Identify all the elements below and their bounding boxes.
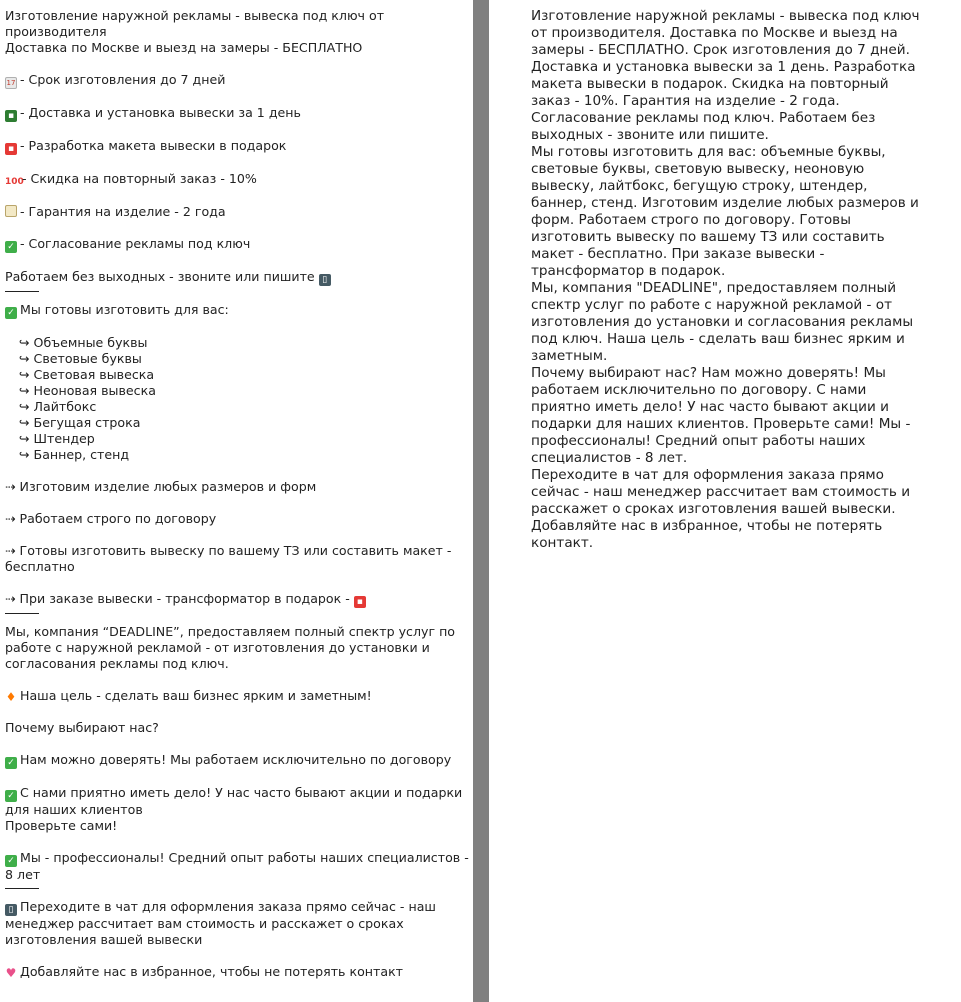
bullet-warranty: - Гарантия на изделие - 2 года <box>5 204 473 220</box>
check-mark-icon: ✓ <box>5 790 17 802</box>
ready-title: ✓ Мы готовы изготовить для вас: <box>5 302 473 319</box>
divider-line <box>5 613 39 624</box>
reason-line: ✓ Нам можно доверять! Мы работаем исключительно по договору <box>5 752 473 769</box>
why-line: Почему выбирают нас? <box>5 720 159 735</box>
gift-icon: ▪ <box>354 596 366 608</box>
divider-line <box>5 291 39 302</box>
original-text-panel <box>0 0 473 1002</box>
header-line-2: Доставка по Москве и выезд на замеры - БЕСПЛАТНО <box>5 40 363 55</box>
document-icon <box>5 205 17 217</box>
product-item: ↪ Неоновая вывеска <box>19 383 156 398</box>
product-item: ↪ Штендер <box>19 431 95 446</box>
bullet-mockup: ▪ - Разработка макета вывески в подарок <box>5 138 473 155</box>
product-item: ↪ Объемные буквы <box>19 335 148 350</box>
truck-icon: ▪ <box>5 110 17 122</box>
plain-text-panel <box>531 8 921 552</box>
bullet-delivery: ▪ - Доставка и установка вывески за 1 день <box>5 105 473 122</box>
heart-icon: ♥ <box>5 966 17 980</box>
mobile-phone-icon: ▯ <box>5 904 17 916</box>
check-mark-icon: ✓ <box>5 307 17 319</box>
header-line-1: Изготовление наружной рекламы - вывеска под ключ от производителя <box>5 8 389 39</box>
arrow-line-transformer: ⇢ При заказе вывески - трансформатор в подарок - ▪ <box>5 591 473 608</box>
product-item: ↪ Световые буквы <box>19 351 142 366</box>
product-item: ↪ Лайтбокс <box>19 399 97 414</box>
gift-icon: ▪ <box>5 143 17 155</box>
bullet-approval: ✓ - Согласование рекламы под ключ <box>5 236 473 253</box>
mobile-phone-icon: ▯ <box>319 274 331 286</box>
panel-divider <box>473 0 489 1002</box>
no-days-off-line: Работаем без выходных - звоните или пишите ▯ <box>5 269 473 286</box>
chat-paragraph: ▯ Переходите в чат для оформления заказа прямо сейчас - наш менеджер рассчитает вам стоимость и расскажет о сроках изготовления вашей вывески <box>5 899 440 947</box>
plain-text: Изготовление наружной рекламы - вывеска под ключ от производителя. Доставка по Москве и выезд на замеры - БЕСПЛАТНО. Срок изготовления до 7 дней. Доставка и установка вывески за 1 день. Разработка макета вывески в подарок. Скидка на повторный заказ - 10%. Гарантия на изделие - 2 года. Согласование рекламы под ключ. Работаем без выходных - звоните или пишите. Мы готовы изготовить для вас: объемные буквы, световые буквы, световую вывеску, неоновую вывеску, лайтбокс, бегущую строку, штендер, баннер, стенд. Изготовим изделие любых размеров и форм. Работаем строго по договору. Готовы изготовить вывеску по вашему ТЗ или составить макет - бесплатно. При заказе вывески - трансформатор в подарок. Мы, компания "DEADLINE", предоставляем полный спектр услуг по работе с наружной рекламой - от изготовления до установки и согласования рекламы под ключ. Наша цель - сделать ваш бизнес ярким и заметным. Почему выбирают нас? Нам можно доверять! Мы работаем исключительно по договору. С нами приятно иметь дело! У нас часто бывают акции и подарки для наших клиентов. Проверьте сами! Мы - профессионалы! Средний опыт работы наших специалистов - 8 лет. Переходите в чат для оформления заказа прямо сейчас - наш менеджер рассчитает вам стоимость и расскажет о сроках изготовления вашей вывески. Добавляйте нас в избранное, чтобы не потерять контакт. <box>531 8 920 551</box>
bullet-deadline: 17 - Срок изготовления до 7 дней <box>6 72 226 87</box>
company-paragraph: Мы, компания “DEADLINE”, предоставляем полный спектр услуг по работе с наружной рекламой - от изготовления до установки и согласования рекламы под ключ. <box>5 624 460 671</box>
favorite-line: ♥ Добавляйте нас в избранное, чтобы не потерять контакт <box>5 964 404 980</box>
hundred-points-icon: 100 <box>5 177 24 187</box>
divider-line <box>5 888 39 899</box>
product-item: ↪ Бегущая строка <box>19 415 141 430</box>
reason-line: ✓ С нами приятно иметь дело! У нас часто бывают акции и подарки для наших клиентов Проверьте сами! <box>5 785 463 833</box>
calendar-icon: 17 <box>6 79 16 87</box>
fire-icon: ♦ <box>5 690 17 704</box>
reason-line: ✓ Мы - профессионалы! Средний опыт работы наших специалистов - 8 лет <box>5 850 473 882</box>
arrow-line: ⇢ Работаем строго по договору <box>5 511 217 526</box>
arrow-line: ⇢ Изготовим изделие любых размеров и форм <box>5 479 317 494</box>
check-mark-icon: ✓ <box>5 855 17 867</box>
check-mark-icon: ✓ <box>5 241 17 253</box>
goal-line: ♦ Наша цель - сделать ваш бизнес ярким и заметным! <box>5 688 372 704</box>
bullet-discount: 100- Скидка на повторный заказ - 10% <box>5 171 257 187</box>
product-item: ↪ Баннер, стенд <box>19 447 130 462</box>
product-item: ↪ Световая вывеска <box>19 367 155 382</box>
arrow-line: ⇢ Готовы изготовить вывеску по вашему ТЗ или составить макет - бесплатно <box>5 543 456 574</box>
check-mark-icon: ✓ <box>5 757 17 769</box>
